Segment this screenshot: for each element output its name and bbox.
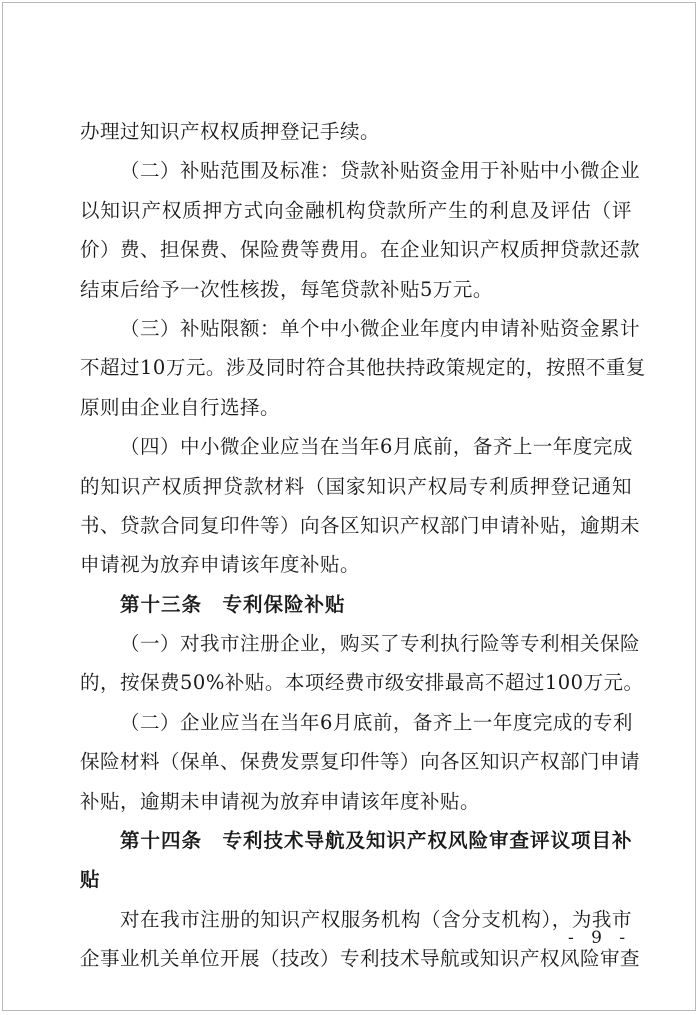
- paragraph-line: 申请视为放弃申请该年度补贴。: [80, 553, 361, 577]
- paragraph-line: 办理过知识产权权质押登记手续。: [80, 120, 381, 143]
- section-heading: 贴: [80, 868, 101, 892]
- paragraph-line: 原则由企业自行选择。: [80, 395, 281, 419]
- paragraph-line: （一）对我市注册企业，购买了专利执行险等专利相关保险: [120, 632, 641, 656]
- paragraph-line: 保险材料（保单、保费发票复印件等）向各区知识产权部门申请: [80, 750, 641, 774]
- section-heading: 第十三条 专利保险补贴: [120, 592, 346, 616]
- paragraph-line: 的，按保费50%补贴。本项经费市级安排最高不超过100万元。: [80, 671, 644, 695]
- paragraph-line: （二）企业应当在当年6月底前，备齐上一年度完成的专利: [120, 710, 633, 734]
- section-heading: 第十四条 专利技术导航及知识产权风险审查评议项目补: [120, 829, 633, 853]
- paragraph-line: 书、贷款合同复印件等）向各区知识产权部门申请补贴，逾期未: [80, 513, 641, 537]
- paragraph-line: 企事业机关单位开展（技改）专利技术导航或知识产权风险审查: [80, 947, 641, 971]
- paragraph-line: （三）补贴限额：单个中小微企业年度内申请补贴资金累计: [120, 316, 641, 340]
- paragraph-line: 不超过10万元。涉及同时符合其他扶持政策规定的，按照不重复: [80, 356, 646, 380]
- paragraph-line: （四）中小微企业应当在当年6月底前，备齐上一年度完成: [120, 435, 633, 459]
- paragraph-line: 价）费、担保费、保险费等费用。在企业知识产权质押贷款还款: [80, 238, 641, 262]
- page-number: - 9 -: [568, 928, 632, 948]
- paragraph-line: 结束后给予一次性核拨，每笔贷款补贴5万元。: [80, 277, 493, 301]
- document-body: [80, 112, 646, 979]
- paragraph-line: （二）补贴范围及标准：贷款补贴资金用于补贴中小微企业: [120, 159, 641, 183]
- paragraph-line: 以知识产权质押方式向金融机构贷款所产生的利息及评估（评: [80, 198, 632, 222]
- paragraph-line: 对在我市注册的知识产权服务机构（含分支机构），为我市: [120, 907, 632, 931]
- paragraph-line: 补贴，逾期未申请视为放弃申请该年度补贴。: [80, 789, 481, 813]
- paragraph-line: 的知识产权质押贷款材料（国家知识产权局专利质押登记通知: [80, 474, 632, 498]
